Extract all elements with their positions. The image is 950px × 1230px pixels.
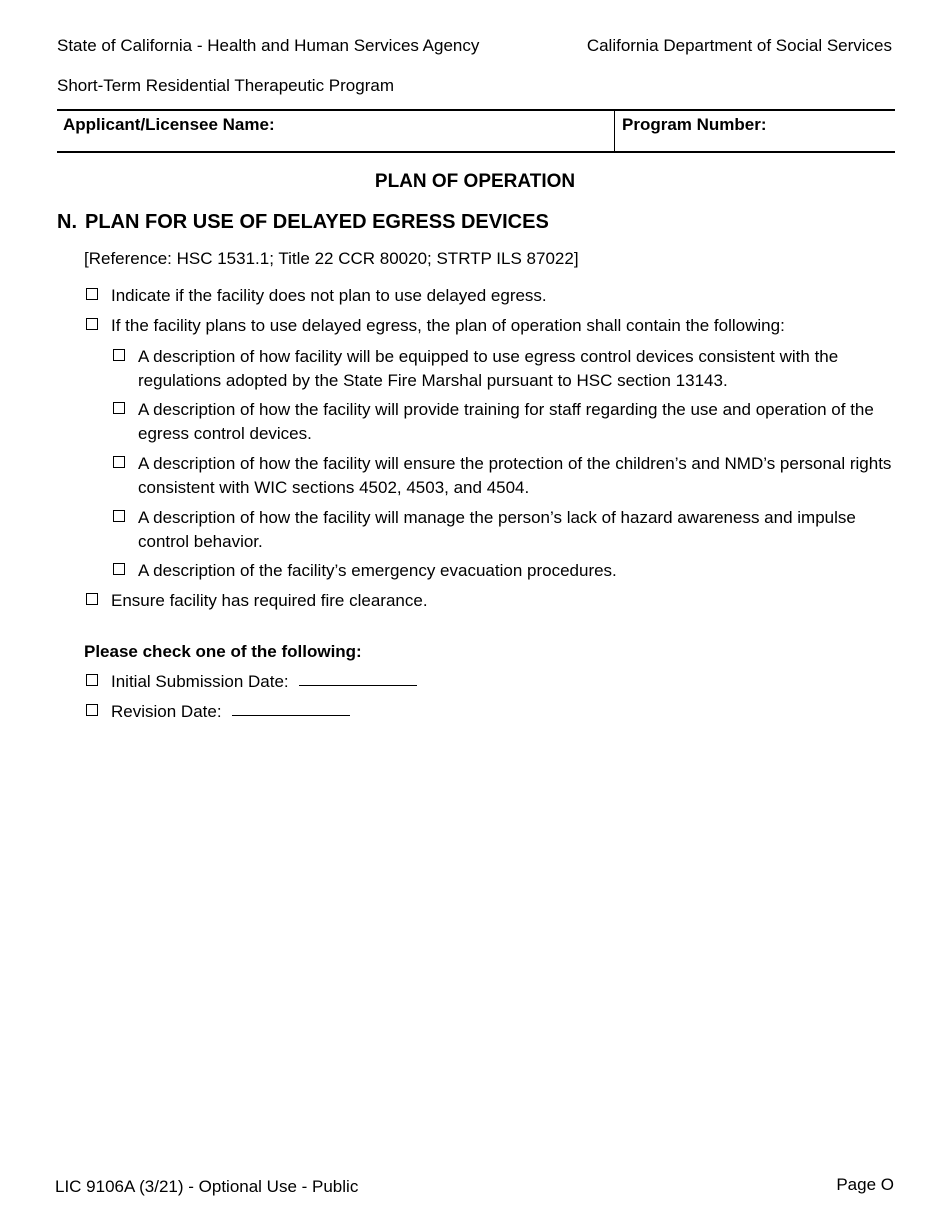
checkbox[interactable] (113, 402, 125, 414)
checkbox[interactable] (113, 563, 125, 575)
section-letter: N. (57, 211, 77, 233)
checklist-item-text: A description of the facility’s emergency evacuation procedures. (138, 561, 617, 580)
checklist-item-text: If the facility plans to use delayed egress, the plan of operation shall contain the following: (111, 316, 785, 335)
checklist-item-fire-clearance (86, 589, 896, 613)
checkbox[interactable] (86, 593, 98, 605)
checklist-item-text: A description of how facility will be equipped to use egress control devices consistent with the regulations adopted by the State Fire Marshal pursuant to HSC section 13143. (138, 347, 839, 390)
checklist-item-personal-rights (113, 452, 896, 500)
program-type: Short-Term Residential Therapeutic Program (57, 76, 394, 95)
checklist-item-text: Indicate if the facility does not plan to use delayed egress. (111, 286, 547, 305)
program-number-field[interactable]: Program Number: (622, 115, 767, 134)
form-id: LIC 9106A (3/21) - Optional Use - Public (55, 1177, 359, 1196)
revision-date-field[interactable] (232, 700, 350, 716)
submission-prompt: Please check one of the following: (84, 642, 362, 661)
table-divider (614, 111, 615, 151)
checkbox[interactable] (113, 349, 125, 361)
revision-row (86, 700, 350, 724)
checklist-item-text: A description of how the facility will ensure the protection of the children’s and NMD’s personal rights consistent with WIC sections 4502, 4503, and 4504. (138, 454, 892, 497)
checklist-item-plan-delayed-egress (86, 314, 896, 338)
checklist-item-text: A description of how the facility will manage the person’s lack of hazard awareness and impulse control behavior. (138, 508, 856, 551)
department-name: California Department of Social Services (586, 36, 892, 55)
checklist-item-text: Ensure facility has required fire clearance. (111, 591, 428, 610)
reference-line: [Reference: HSC 1531.1; Title 22 CCR 80020; STRTP ILS 87022] (84, 249, 579, 268)
applicant-name-field[interactable]: Applicant/Licensee Name: (63, 115, 275, 134)
initial-submission-row (86, 670, 417, 694)
revision-label: Revision Date: (111, 702, 222, 721)
header-fields-table (57, 109, 895, 153)
document-title: PLAN OF OPERATION (374, 171, 576, 192)
checkbox[interactable] (113, 510, 125, 522)
checklist-item-hazard-awareness (113, 506, 896, 554)
checkbox[interactable] (86, 704, 98, 716)
section-title: PLAN FOR USE OF DELAYED EGRESS DEVICES (85, 211, 549, 233)
page-number: Page O (836, 1175, 894, 1194)
checklist-item-equipment (113, 345, 896, 393)
checklist-item-staff-training (113, 398, 896, 446)
checkbox[interactable] (86, 288, 98, 300)
checkbox[interactable] (113, 456, 125, 468)
checkbox[interactable] (86, 674, 98, 686)
initial-submission-date-field[interactable] (299, 670, 417, 686)
checklist-item-text: A description of how the facility will provide training for staff regarding the use and operation of the egress control devices. (138, 400, 874, 443)
checklist-item-evacuation (113, 559, 896, 583)
agency-name: State of California - Health and Human Services Agency (57, 36, 480, 55)
initial-submission-label: Initial Submission Date: (111, 672, 289, 691)
checklist-item-no-delayed-egress (86, 284, 896, 308)
checkbox[interactable] (86, 318, 98, 330)
